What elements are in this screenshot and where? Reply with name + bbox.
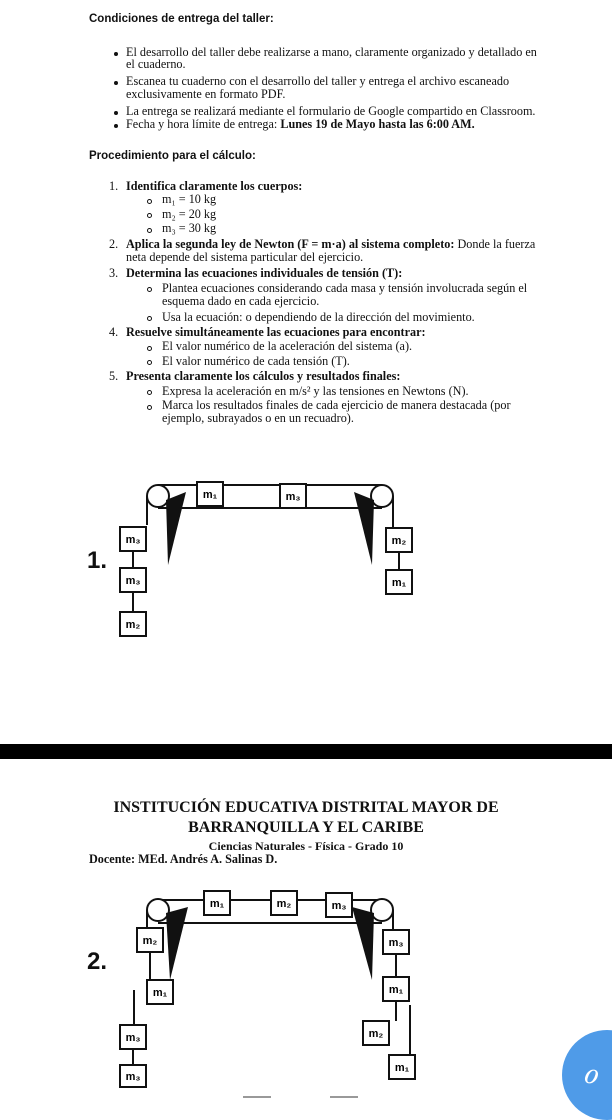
diagram-2 [110, 885, 430, 1090]
sub-bullet [147, 390, 152, 395]
left-support [166, 907, 188, 980]
left-block-2-label: m₃ [125, 575, 141, 587]
sub-bullet [147, 405, 152, 410]
sub-bullet [147, 199, 152, 204]
diagram-2-number: 2. [87, 948, 108, 975]
svg-text:m₃: m₃ [125, 1071, 141, 1083]
step-5-number: 5. [109, 369, 119, 383]
mass-2: m₂ = 20 kg [162, 207, 217, 221]
deadline-line [126, 118, 475, 130]
sub-bullet [147, 346, 152, 351]
svg-text:m₃: m₃ [388, 937, 404, 949]
condition-1-line1: El desarrollo del taller debe realizarse a mano, claramente organizado y detallado en [126, 45, 537, 59]
bullet [114, 81, 118, 85]
svg-text:m₁: m₁ [388, 984, 404, 996]
step-5-sub2-line2: ejemplo, subrayados o en un recuadro). [162, 411, 354, 425]
subject-line: Ciencias Naturales - Física - Grado 10 [208, 839, 404, 853]
step-3-sub2: Usa la ecuación: o dependiendo de la dirección del movimiento. [162, 310, 475, 324]
right-support [354, 492, 374, 565]
svg-text:m₂: m₂ [368, 1028, 384, 1040]
sub-bullet [147, 287, 152, 292]
step-4-sub2: El valor numérico de cada tensión (T). [162, 354, 350, 368]
diagram-1 [110, 470, 440, 650]
mass-1: m₁ = 10 kg [162, 192, 217, 206]
school-name-line1: INSTITUCIÓN EDUCATIVA DISTRITAL MAYOR DE [113, 799, 499, 816]
procedure-heading: Procedimiento para el cálculo: [89, 150, 256, 162]
sub-bullet [147, 316, 152, 321]
page-divider [0, 744, 612, 759]
condition-2-line2: exclusivamente en formato PDF. [126, 87, 286, 101]
sub-bullet [147, 213, 152, 218]
deadline-date: Lunes 19 de Mayo hasta las 6:00 AM. [280, 117, 475, 131]
condition-2-line1: Escanea tu cuaderno con el desarrollo del taller y entrega el archivo escaneado [126, 74, 510, 88]
step-2-number: 2. [109, 237, 119, 251]
step-4-number: 4. [109, 325, 119, 339]
top-block-1-label: m₁ [202, 489, 218, 501]
teacher-line: Docente: MEd. Andrés A. Salinas D. [89, 852, 278, 866]
school-name-line2: BARRANQUILLA Y EL CARIBE [188, 819, 424, 836]
diagram-1-number: 1. [87, 547, 108, 574]
svg-text:m₂: m₂ [276, 898, 292, 910]
right-pulley [371, 899, 393, 921]
condition-1-line2: el cuaderno. [126, 57, 186, 71]
step-4-title: Resuelve simultáneamente las ecuaciones para encontrar: [126, 325, 426, 339]
footer-line [243, 1096, 271, 1098]
svg-text:m₁: m₁ [209, 898, 225, 910]
step-5-title: Presenta claramente los cálculos y resultados finales: [126, 369, 401, 383]
right-block-2-label: m₁ [391, 577, 407, 589]
left-pulley [147, 899, 169, 921]
step-5-sub2-line1: Marca los resultados finales de cada ejercicio de manera destacada (por [162, 398, 511, 412]
step-2-title: Aplica la segunda ley de Newton (F = m·a) al sistema completo: [126, 237, 455, 251]
svg-text:m₁: m₁ [394, 1062, 410, 1074]
step-3-title: Determina las ecuaciones individuales de tensión (T): [126, 266, 403, 280]
step-2-line2: neta depende del sistema particular del ejercicio. [126, 250, 364, 264]
conditions-heading: Condiciones de entrega del taller: [89, 13, 274, 25]
step-3-sub1-line1: Plantea ecuaciones considerando cada masa y tensión involucrada según el [162, 281, 528, 295]
bullet [114, 124, 118, 128]
top-block-2-label: m₃ [285, 491, 301, 503]
left-block-3-label: m₂ [125, 619, 141, 631]
deadline-prefix: Fecha y hora límite de entrega: [126, 117, 281, 131]
step-5-sub1: Expresa la aceleración en m/s² y las tensiones en Newtons (N). [162, 384, 469, 398]
step-2-line1 [126, 238, 535, 250]
app-logo-mark-icon: ℴ [582, 1054, 598, 1091]
mass-3: m₃ = 30 kg [162, 221, 217, 235]
step-2-rest: Donde la fuerza [454, 237, 536, 251]
step-3-sub1-line2: esquema dado en cada ejercicio. [162, 294, 320, 308]
right-support [352, 907, 374, 980]
svg-text:m₂: m₂ [142, 935, 158, 947]
svg-text:m₃: m₃ [125, 1032, 141, 1044]
right-pulley [371, 485, 393, 507]
step-4-sub1: El valor numérico de la aceleración del sistema (a). [162, 339, 413, 353]
bullet [114, 52, 118, 56]
right-block-1-label: m₂ [391, 535, 407, 547]
footer-line [330, 1096, 358, 1098]
svg-text:m₃: m₃ [331, 900, 347, 912]
left-support [166, 492, 186, 565]
step-1-title: Identifica claramente los cuerpos: [126, 179, 303, 193]
left-block-1-label: m₃ [125, 534, 141, 546]
step-1-number: 1. [109, 179, 119, 193]
sub-bullet [147, 228, 152, 233]
sub-bullet [147, 360, 152, 365]
svg-text:m₁: m₁ [152, 987, 168, 999]
bullet [114, 111, 118, 115]
left-pulley [147, 485, 169, 507]
condition-3: La entrega se realizará mediante el formulario de Google compartido en Classroom. [126, 104, 536, 118]
step-3-number: 3. [109, 266, 119, 280]
